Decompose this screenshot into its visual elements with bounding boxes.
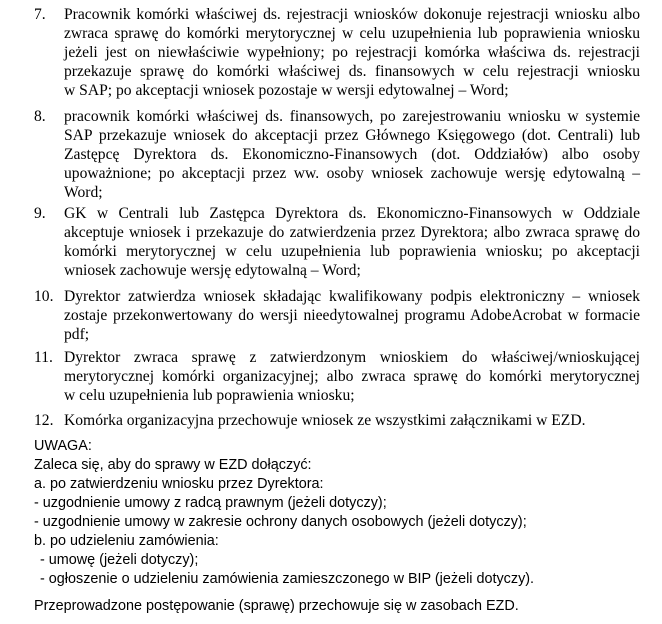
item-line: wniosek zachowuje wersję edytowalną – Word; — [64, 262, 361, 279]
item-line: pracownik komórki właściwej ds. finansowych, po zarejestrowaniu wniosku w systemie — [64, 108, 640, 125]
item-line: Dyrektor zatwierdza wniosek składając kwalifikowany podpis elektroniczny – wniosek — [64, 288, 640, 305]
note-heading: UWAGA: — [34, 438, 92, 454]
item-number: 7. — [34, 6, 46, 23]
list-item-7 — [34, 5, 640, 100]
note-section-a-label: a. po zatwierdzeniu wniosku przez Dyrektora: — [34, 476, 324, 492]
item-line: Zastępcę Dyrektora ds. Ekonomiczno-Finansowych (dot. Oddziałów) albo osoby — [64, 146, 640, 163]
item-line: zostaje przekonwertowany do wersji nieedytowalnej programu AdobeAcrobat w formacie — [64, 307, 640, 324]
item-line: jeżeli jest on niewłaściwie wypełniony; po rejestracji komórka właściwa ds. rejestracji — [64, 44, 640, 61]
note-section-a-item: - uzgodnienie umowy z radcą prawnym (jeżeli dotyczy); — [34, 495, 387, 511]
item-line: akceptuje wniosek i przekazuje do zatwierdzenia przez Dyrektora; albo zwraca sprawę do — [64, 224, 640, 241]
item-number: 12. — [34, 412, 54, 429]
note-section-a-item: - uzgodnienie umowy w zakresie ochrony danych osobowych (jeżeli dotyczy); — [34, 514, 527, 530]
list-item-11 — [34, 348, 640, 405]
item-line: Word; — [64, 184, 103, 201]
item-line: pdf; — [64, 326, 90, 343]
note-section-b-item: - ogłoszenie o udzieleniu zamówienia zamieszczonego w BIP (jeżeli dotyczy). — [40, 571, 535, 587]
item-number: 9. — [34, 205, 46, 222]
item-line: Komórka organizacyjna przechowuje wniosek ze wszystkimi załącznikami w EZD. — [64, 412, 586, 429]
list-item-10 — [34, 287, 640, 344]
item-line: GK w Centrali lub Zastępca Dyrektora ds. Ekonomiczno-Finansowych w Oddziale — [64, 205, 640, 222]
list-item-12 — [34, 411, 640, 430]
item-number: 8. — [34, 108, 46, 125]
item-line: merytorycznej komórki organizacyjnej; albo zwraca sprawę do komórki merytorycznej — [64, 368, 640, 385]
note-section-b-item: - umowę (jeżeli dotyczy); — [40, 552, 199, 568]
list-item-8 — [34, 107, 640, 202]
list-item-9 — [34, 204, 640, 280]
item-line: w SAP; po akceptacji wniosek pozostaje w wersji edytowalnej – Word; — [64, 82, 509, 99]
item-line: Pracownik komórki właściwej ds. rejestracji wniosków dokonuje rejestracji wniosku albo — [64, 6, 640, 23]
item-number: 10. — [34, 288, 54, 305]
note-intro: Zaleca się, aby do sprawy w EZD dołączyć: — [34, 457, 312, 473]
item-number: 11. — [34, 349, 53, 366]
closing-sentence: Przeprowadzone postępowanie (sprawę) przechowuje się w zasobach EZD. — [34, 598, 519, 614]
item-line: SAP przekazuje wniosek do akceptacji przez Głównego Księgowego (dot. Centrali) lub — [64, 127, 640, 144]
item-line: Dyrektor zwraca sprawę z zatwierdzonym wnioskiem do właściwej/wnioskującej — [64, 349, 640, 366]
item-line: zwraca sprawę do komórki merytorycznej w celu uzupełnienia lub poprawienia wniosku — [64, 25, 640, 42]
item-line: w celu uzupełnienia lub poprawienia wniosku; — [64, 387, 355, 404]
note-section-b-label: b. po udzieleniu zamówienia: — [34, 533, 219, 549]
item-line: przekazuje sprawę do komórki właściwej ds. finansowych w celu rejestracji wniosku — [64, 63, 640, 80]
item-line: upoważnione; po akceptacji przez ww. osoby wniosek zachowuje wersję edytowalną – — [64, 165, 640, 182]
item-line: komórki merytorycznej w celu uzupełnienia lub poprawienia wniosku; po akceptacji — [64, 243, 640, 260]
